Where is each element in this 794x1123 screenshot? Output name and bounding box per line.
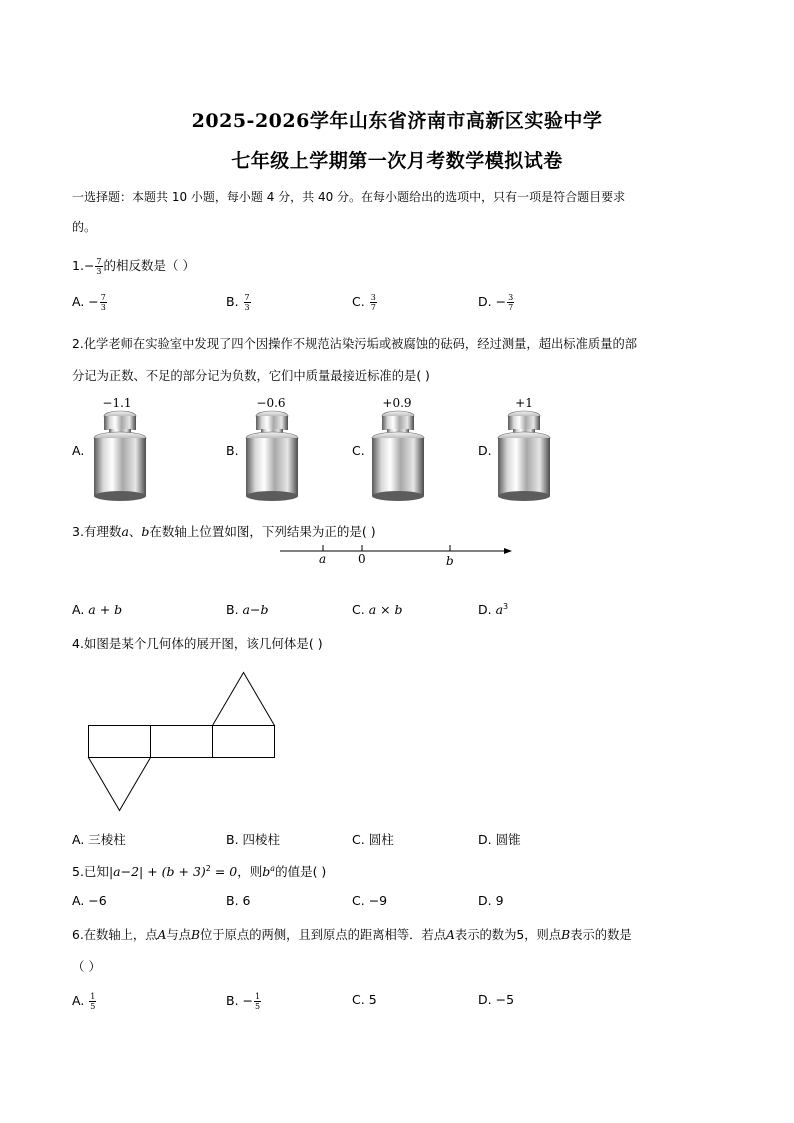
q1-option-d[interactable]: D. − $\frac{3}{7}$ (478, 293, 514, 312)
question-4-stem: 4.如图是某个几何体的展开图，该几何体是( ) (72, 636, 323, 651)
exam-title-line1: 2025-2026学年山东省济南市高新区实验中学 (191, 110, 603, 132)
q4-option-b[interactable]: B. 四棱柱 (226, 832, 281, 847)
section-instructions: 一选择题：本题共 10 小题，每小题 4 分，共 40 分。在每小题给出的选项中，只有一项是符合题目要求 (72, 190, 626, 204)
weight-label-c: +0.9 (382, 396, 412, 410)
q4-option-c[interactable]: C. 圆柱 (352, 832, 394, 847)
axis-label-b: b (446, 554, 454, 568)
q3-option-a[interactable]: A. a + b (72, 602, 123, 617)
q1-option-b[interactable]: B. $\frac{7}{3}$ (226, 293, 250, 312)
q2-option-c[interactable]: C. (352, 443, 365, 458)
q6-option-b[interactable]: B. − $\frac{1}{5}$ (226, 992, 261, 1011)
q2-option-b[interactable]: B. (226, 443, 239, 458)
fraction: $\frac{7}{3}$ (96, 257, 102, 276)
axis-label-zero: 0 (358, 552, 366, 566)
number-line (270, 540, 520, 570)
q2-option-a[interactable]: A. (72, 443, 85, 458)
prism-net-diagram (80, 668, 290, 818)
weight-icon-d (498, 411, 550, 501)
weight-label-a: −1.1 (102, 396, 132, 410)
q3-option-d[interactable]: D. $a^3$ (478, 602, 509, 618)
q4-option-a[interactable]: A. 三棱柱 (72, 832, 126, 847)
q5-option-c[interactable]: C. −9 (352, 893, 388, 908)
section-instructions-cont: 的。 (72, 220, 97, 234)
q6-option-d[interactable]: D. −5 (478, 992, 515, 1007)
weight-icon-a (94, 411, 146, 501)
q6-option-a[interactable]: A. $\frac{1}{5}$ (72, 992, 96, 1011)
weight-icon-c (372, 411, 424, 501)
question-6-stem-cont: （ ） (72, 959, 101, 974)
axis-label-a: a (319, 552, 327, 566)
weights-illustration (0, 410, 794, 505)
q3-option-b[interactable]: B. a−b (226, 602, 269, 617)
weight-icon-b (246, 411, 298, 501)
exam-title-line2: 七年级上学期第一次月考数学模拟试卷 (231, 150, 563, 172)
q2-option-d[interactable]: D. (478, 443, 492, 458)
question-6-stem: 6.在数轴上，点A与点B位于原点的两侧，且到原点的距离相等．若点A表示的数为5，则点B表示的数是 (72, 928, 632, 942)
question-1-stem: 1.− $\frac{7}{3}$ 的相反数是（ ） (72, 257, 195, 276)
q4-option-d[interactable]: D. 圆锥 (478, 832, 521, 847)
q5-option-a[interactable]: A. −6 (72, 893, 107, 908)
weight-label-d: +1 (515, 396, 533, 410)
q3-option-c[interactable]: C. a × b (352, 602, 403, 617)
q1-option-c[interactable]: C. $\frac{3}{7}$ (352, 293, 376, 312)
q5-option-b[interactable]: B. 6 (226, 893, 251, 908)
q1-option-a[interactable]: A. − $\frac{7}{3}$ (72, 293, 106, 312)
q6-option-c[interactable]: C. 5 (352, 992, 377, 1007)
question-2-stem-cont: 分记为正数、不足的部分记为负数，它们中质量最接近标准的是( ) (72, 369, 430, 383)
q5-option-d[interactable]: D. 9 (478, 893, 504, 908)
question-3-stem: 3.有理数a、b在数轴上位置如图，下列结果为正的是( ) (72, 524, 376, 539)
question-2-stem: 2.化学老师在实验室中发现了四个因操作不规范沾染污垢或被腐蚀的砝码，经过测量，超出标准质量的部 (72, 337, 638, 351)
question-5-stem: 5.已知$|a-2| + (b + 3)^2 = 0$，则$b^a$的值是( ) (72, 863, 327, 879)
weight-label-b: −0.6 (256, 396, 286, 410)
